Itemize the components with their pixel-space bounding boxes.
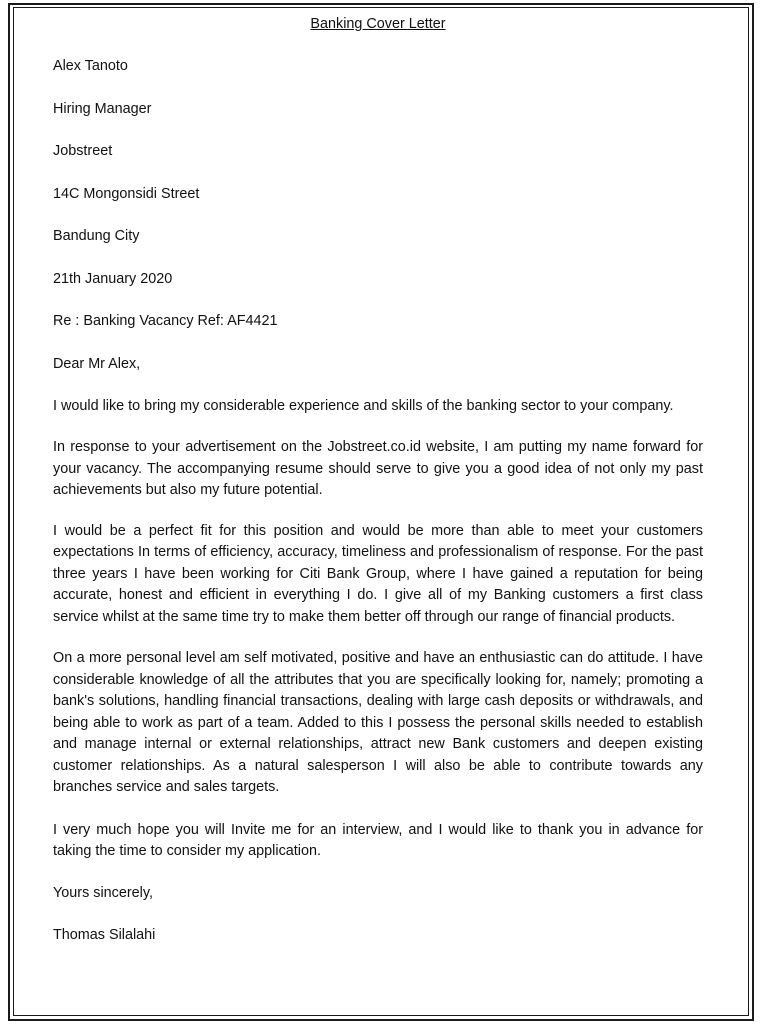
recipient-city: Bandung City [53, 228, 140, 244]
recipient-street: 14C Mongonsidi Street [53, 185, 200, 202]
closing: Yours sincerely, [53, 884, 153, 901]
paragraph-experience: I would be a perfect fit for this position and would be more than able to meet your customers expectations In terms of efficiency, accuracy, timeliness and professionalism of response. For the past three years I have been working for Citi Bank Group, where I have gained a reputation for being accurate, honest and efficient in everything I do. I give all of my Banking customers a first class service whilst at the same time try to make them better off through our range of financial products. [53, 522, 703, 625]
paragraph-closing-request: I very much hope you will Invite me for an interview, and I would like to thank you in advance for taking the time to consider my application. [53, 821, 703, 859]
signature-name: Thomas Silalahi [53, 926, 156, 943]
document-title: Banking Cover Letter [310, 16, 446, 32]
reference-line: Re : Banking Vacancy Ref: AF4421 [53, 313, 278, 329]
recipient-name: Alex Tanoto [53, 58, 128, 74]
salutation: Dear Mr Alex, [53, 355, 141, 372]
paragraph-advertisement: In response to your advertisement on the Jobstreet.co.id website, I am putting my name forward for your vacancy. The accompanying resume should serve to give you a good idea of not only my past achievements but also my future potential. [53, 439, 703, 498]
cover-letter [53, 14, 703, 945]
paragraph-personal: On a more personal level am self motivated, positive and have an enthusiastic can do attitude. I have considerable knowledge of all the attributes that you are specifically looking for, namely; promoting a bank's solutions, handling financial transactions, dealing with large cash deposits or withdrawals, and being able to work as part of a team. Added to this I possess the personal skills needed to establish and manage internal or external relationships, attract new Bank customers and deepen existing customer relationships. As a natural salesperson I will also be able to contribute towards any branches service and sales targets. [53, 650, 703, 795]
letter-date: 21th January 2020 [53, 270, 173, 287]
paragraph-intro: I would like to bring my considerable experience and skills of the banking sector to your company. [53, 397, 674, 414]
recipient-position: Hiring Manager [53, 100, 152, 117]
recipient-company: Jobstreet [53, 143, 113, 159]
